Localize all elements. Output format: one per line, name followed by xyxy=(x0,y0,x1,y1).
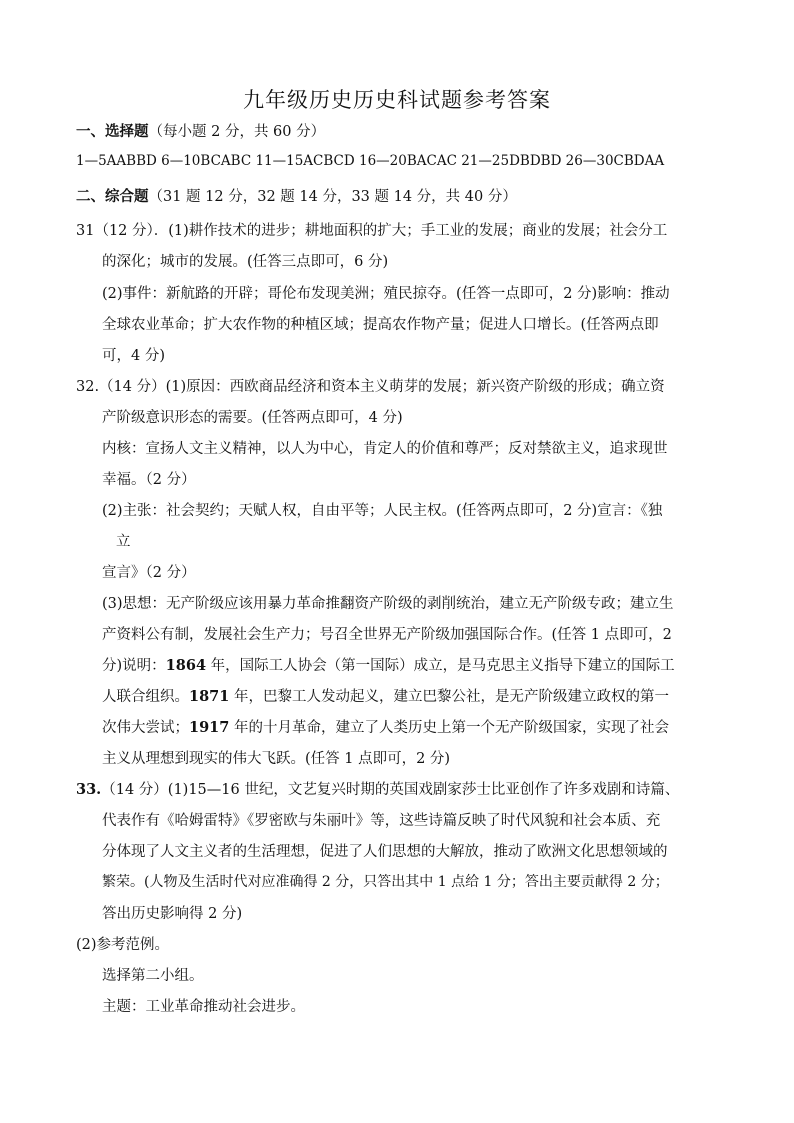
q32-line-1: 32.（14 分）(1)原因：西欧商品经济和资本主义萌芽的发展；新兴资产阶级的形成；确立资 xyxy=(76,379,665,395)
page-title: 九年级历史历史科试题参考答案 xyxy=(243,88,551,112)
q32-line-11 xyxy=(102,685,669,706)
section1-answers: 1—5AABBD 6—10BCABC 11—15ACBCD 16—20BACAC 21—25DBDBD 26—30CBDAA xyxy=(76,153,665,169)
q32-line-8: (3)思想：无产阶级应该用暴力革命推翻资产阶级的剥削统治，建立无产阶级专政；建立生 xyxy=(102,596,674,612)
q33-line-5: 答出历史影响得 2 分) xyxy=(102,906,243,922)
section1-heading-note: （每小题 2 分，共 60 分） xyxy=(148,124,326,140)
q33-line-3: 分体现了人文主义者的生活理想，促进了人们思想的大解放，推动了欧洲文化思想领域的 xyxy=(102,844,668,860)
q32-line-12 xyxy=(102,716,669,737)
q33-line-1-text: （14 分）(1)15—16 世纪，文艺复兴时期的英国戏剧家莎士比亚创作了许多戏剧和诗篇、 xyxy=(101,782,680,798)
q32-line-3: 内核：宣扬人文主义精神，以人为中心，肯定人的价值和尊严；反对禁欲主义，追求现世 xyxy=(102,441,668,457)
q32-line-10-text: 年，国际工人协会（第一国际）成立，是马克思主义指导下建立的国际工 xyxy=(206,658,675,674)
q32-line-6: 立 xyxy=(116,534,131,550)
year-1864: 1864 xyxy=(165,657,207,674)
q33-line-1 xyxy=(76,778,679,799)
q32-line-11-prefix: 人联合组织。 xyxy=(102,689,189,705)
q32-line-9: 产资料公有制，发展社会生产力；号召全世界无产阶级加强国际合作。(任答 1 点即可，2 xyxy=(102,627,672,643)
q33-line-8: 主题：工业革命推动社会进步。 xyxy=(102,999,305,1015)
year-1917: 1917 xyxy=(189,719,230,736)
section1-header xyxy=(76,120,325,141)
q33-line-6: (2)参考范例。 xyxy=(76,937,170,953)
q32-line-2: 产阶级意识形态的需要。(任答两点即可，4 分) xyxy=(102,410,403,426)
section2-heading: 二、综合题 xyxy=(76,188,149,205)
q32-line-13: 主义从理想到现实的伟大飞跃。(任答 1 点即可，2 分) xyxy=(102,751,451,767)
q31-line-1: 31（12 分）．(1)耕作技术的进步；耕地面积的扩大；手工业的发展；商业的发展；社会分工 xyxy=(76,223,668,239)
q32-line-10 xyxy=(102,654,675,675)
q32-line-12-prefix: 次伟大尝试； xyxy=(102,720,189,736)
q32-line-7: 宣言》（2 分） xyxy=(102,565,196,581)
q32-line-4: 幸福。（2 分） xyxy=(102,472,196,488)
q32-line-12-text: 年的十月革命，建立了人类历史上第一个无产阶级国家，实现了社会 xyxy=(229,720,669,736)
q31-line-5: 可，4 分) xyxy=(102,348,165,364)
q32-line-11-text: 年，巴黎工人发动起义，建立巴黎公社，是无产阶级建立政权的第一 xyxy=(229,689,669,705)
q33-line-4: 繁荣。(人物及生活时代对应准确得 2 分，只答出其中 1 点给 1 分；答出主要贡献得 2 分； xyxy=(102,874,669,890)
q32-line-10-prefix: 分)说明： xyxy=(102,658,166,674)
section2-heading-note: （31 题 12 分，32 题 14 分，33 题 14 分，共 40 分） xyxy=(148,189,517,205)
q31-line-3: (2)事件：新航路的开辟；哥伦布发现美洲；殖民掠夺。(任答一点即可，2 分)影响：推动 xyxy=(102,286,670,302)
year-1871: 1871 xyxy=(189,688,230,705)
section2-header xyxy=(76,185,517,206)
q33-number: 33. xyxy=(76,781,102,798)
q33-line-7: 选择第二小组。 xyxy=(102,968,204,984)
q33-line-2: 代表作有《哈姆雷特》《罗密欧与朱丽叶》等，这些诗篇反映了时代风貌和社会本质、充 xyxy=(102,813,661,829)
q32-line-5: (2)主张：社会契约；天赋人权，自由平等；人民主权。(任答两点即可，2 分)宣言：《独 xyxy=(102,503,663,519)
q31-line-4: 全球农业革命；扩大农作物的种植区域；提高农作物产量；促进人口增长。(任答两点即 xyxy=(102,317,659,333)
section1-heading: 一、选择题 xyxy=(76,123,149,140)
q31-line-2: 的深化；城市的发展。(任答三点即可，6 分) xyxy=(102,254,389,270)
